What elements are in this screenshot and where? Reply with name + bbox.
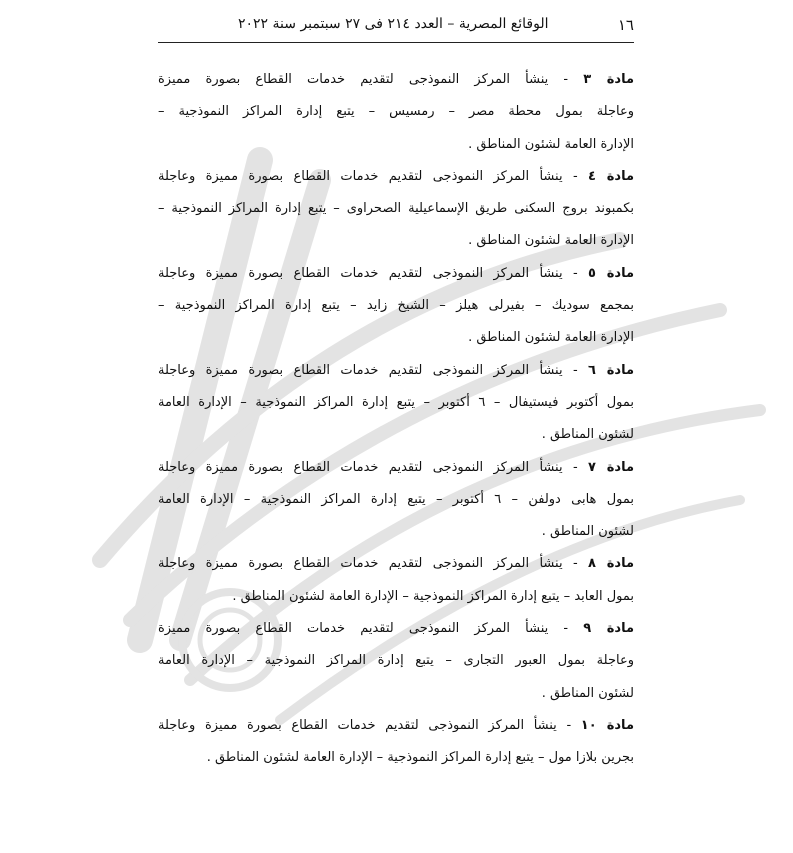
article-line: الإدارة العامة لشئون المناطق . bbox=[468, 233, 634, 249]
article-label: مادة ٦ bbox=[588, 362, 634, 378]
article-line: لشئون المناطق . bbox=[541, 524, 634, 540]
article-text: - ينشأ المركز النموذجى لتقديم خدمات القطاع بصورة مميزة وعاجلة bbox=[158, 556, 589, 572]
article-label: مادة ٥ bbox=[588, 265, 634, 281]
article-label: مادة ٣ bbox=[583, 72, 634, 87]
article-text: - ينشأ المركز النموذجى لتقديم خدمات القطاع بصورة مميزة وعاجلة bbox=[158, 459, 589, 475]
article-9 bbox=[158, 613, 634, 710]
article-7 bbox=[158, 452, 634, 549]
article-4 bbox=[158, 161, 634, 258]
article-10 bbox=[158, 710, 634, 775]
article-line: الإدارة العامة لشئون المناطق . bbox=[468, 136, 634, 152]
article-text: - ينشأ المركز النموذجى لتقديم خدمات القطاع بصورة مميزة bbox=[158, 621, 584, 637]
article-text: - ينشأ المركز النموذجى لتقديم خدمات القطاع بصورة مميزة وعاجلة bbox=[158, 717, 581, 733]
article-line: بمول العابد – يتبع إدارة المراكز النموذجية – الإدارة العامة لشئون المناطق . bbox=[232, 588, 634, 604]
article-line bbox=[158, 548, 634, 580]
article-text: - ينشأ المركز النموذجى لتقديم خدمات القطاع بصورة مميزة bbox=[158, 72, 584, 87]
article-8 bbox=[158, 548, 634, 613]
article-line bbox=[158, 710, 634, 742]
article-6 bbox=[158, 355, 634, 452]
article-label: مادة ٩ bbox=[583, 621, 634, 637]
page-number: ١٦ bbox=[617, 16, 634, 34]
page-header bbox=[158, 10, 634, 43]
article-3 bbox=[158, 64, 634, 161]
article-label: مادة ٨ bbox=[588, 556, 634, 572]
article-line: الإدارة العامة لشئون المناطق . bbox=[468, 330, 634, 346]
article-line bbox=[158, 355, 634, 387]
article-line bbox=[158, 613, 634, 645]
article-line bbox=[158, 64, 634, 96]
document-body bbox=[158, 64, 634, 775]
article-line bbox=[158, 452, 634, 484]
article-line: لشئون المناطق . bbox=[541, 685, 634, 701]
article-line: بمول أكتوبر فيستيفال – ٦ أكتوبر – يتبع إدارة المراكز النموذجية – الإدارة العامة bbox=[158, 394, 634, 410]
gazette-title: الوقائع المصرية – العدد ٢١٤ فى ٢٧ سبتمبر سنة ٢٠٢٢ bbox=[238, 16, 549, 32]
article-line: وعاجلة بمول محطة مصر – رمسيس – يتبع إدارة المراكز النموذجية – bbox=[158, 104, 634, 120]
article-line: لشئون المناطق . bbox=[541, 427, 634, 443]
article-text: - ينشأ المركز النموذجى لتقديم خدمات القطاع بصورة مميزة وعاجلة bbox=[158, 362, 589, 378]
article-label: مادة ١٠ bbox=[580, 717, 634, 733]
article-line: بجرين بلازا مول – يتبع إدارة المراكز النموذجية – الإدارة العامة لشئون المناطق . bbox=[206, 750, 634, 766]
article-label: مادة ٤ bbox=[588, 168, 634, 184]
article-text: - ينشأ المركز النموذجى لتقديم خدمات القطاع بصورة مميزة وعاجلة bbox=[158, 265, 589, 281]
article-line: بمجمع سوديك – بفيرلى هيلز – الشيخ زايد – يتبع إدارة المراكز النموذجية – bbox=[158, 298, 634, 314]
article-line: بمول هابى دولفن – ٦ أكتوبر – يتبع إدارة المراكز النموذجية – الإدارة العامة bbox=[158, 491, 634, 507]
article-text: - ينشأ المركز النموذجى لتقديم خدمات القطاع بصورة مميزة وعاجلة bbox=[158, 168, 589, 184]
article-line: بكمبوند بروج السكنى طريق الإسماعيلية الصحراوى – يتبع إدارة المراكز النموذجية – bbox=[158, 201, 634, 217]
article-label: مادة ٧ bbox=[588, 459, 634, 475]
article-line bbox=[158, 161, 634, 193]
article-line: وعاجلة بمول العبور التجارى – يتبع إدارة المراكز النموذجية – الإدارة العامة bbox=[158, 653, 634, 669]
article-5 bbox=[158, 258, 634, 355]
article-line bbox=[158, 258, 634, 290]
